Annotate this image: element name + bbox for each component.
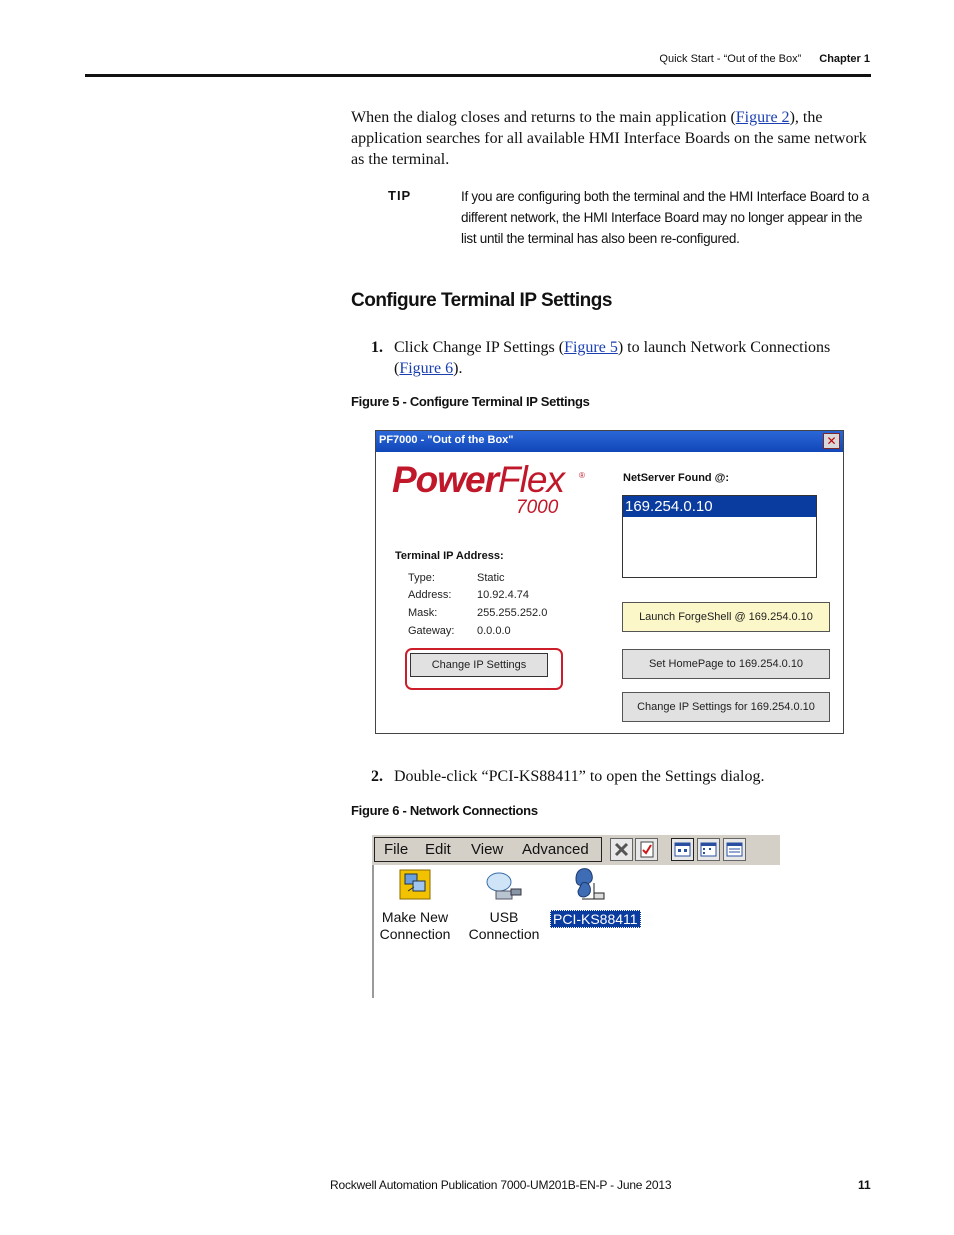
netserver-label: NetServer Found @: (623, 472, 730, 484)
registered-mark: ® (579, 471, 585, 480)
usb-line1: USB (489, 909, 519, 925)
logo-flex-text: Flex (498, 459, 564, 500)
netserver-list[interactable] (622, 495, 817, 578)
pci-ks88411-label[interactable]: PCI-KS88411 (550, 910, 641, 928)
mask-key: Mask: (408, 607, 438, 619)
menu-advanced[interactable]: Advanced (522, 841, 589, 858)
gateway-value: 0.0.0.0 (477, 625, 511, 637)
usb-connection-label[interactable] (464, 909, 544, 943)
menu-bar (374, 837, 602, 862)
intro-text-2: ), the application searches for all available HMI Interface Boards on the same network as the terminal. (351, 109, 867, 168)
address-value: 10.92.4.74 (477, 589, 529, 601)
make-new-connection-icon[interactable] (398, 867, 432, 901)
mask-value: 255.255.252.0 (477, 607, 548, 619)
step-1-text-a: Click Change IP Settings ( (394, 339, 565, 356)
header-rule (85, 74, 871, 77)
type-key: Type: (408, 572, 435, 584)
usb-line2: Connection (468, 926, 540, 942)
header-section: Quick Start - “Out of the Box” (659, 53, 802, 65)
dialog-title: PF7000 - "Out of the Box" (379, 434, 514, 446)
terminal-ip-heading: Terminal IP Address: (395, 550, 504, 562)
menu-view[interactable]: View (471, 841, 504, 858)
address-key: Address: (408, 589, 452, 601)
menu-file[interactable]: File (384, 841, 409, 858)
gateway-key: Gateway: (408, 625, 455, 637)
footer-publication: Rockwell Automation Publication 7000-UM201B-EN-P - June 2013 (330, 1178, 672, 1192)
page-number: 11 (858, 1178, 871, 1192)
type-value: Static (477, 572, 505, 584)
delete-icon[interactable] (610, 838, 633, 861)
usb-connection-icon[interactable] (484, 869, 524, 903)
step-1-text-c: ). (453, 360, 463, 377)
header-chapter: Chapter 1 (819, 53, 870, 65)
toolbar (372, 835, 780, 865)
section-title: Configure Terminal IP Settings (351, 290, 612, 311)
change-ip-settings-button[interactable]: Change IP Settings (410, 653, 548, 677)
intro-paragraph (351, 107, 871, 170)
details-view-icon[interactable] (723, 838, 746, 861)
logo-power-text: Power (392, 459, 499, 500)
network-connections-window (372, 835, 780, 998)
intro-text-1: When the dialog closes and returns to the main application ( (351, 109, 736, 126)
change-ip-for-server-button[interactable]: Change IP Settings for 169.254.0.10 (622, 692, 830, 722)
step-2-text: Double-click “PCI-KS88411” to open the Settings dialog. (394, 768, 765, 785)
netserver-list-item[interactable]: 169.254.0.10 (623, 496, 816, 517)
figure-5-caption: Figure 5 - Configure Terminal IP Settings (351, 394, 590, 409)
pci-ks88411-icon[interactable] (570, 865, 608, 903)
make-new-line2: Connection (379, 926, 451, 942)
step-1-number: 1. (371, 339, 383, 356)
launch-forgeshell-button[interactable]: Launch ForgeShell @ 169.254.0.10 (622, 602, 830, 632)
make-new-connection-label[interactable] (375, 909, 455, 943)
figure-2-link[interactable]: Figure 2 (735, 109, 790, 126)
close-icon[interactable]: ✕ (823, 433, 840, 449)
running-header (560, 53, 870, 65)
figure-5-link[interactable]: Figure 5 (564, 339, 618, 356)
step-1-text-b: ) to launch Network Connections ( (394, 339, 831, 377)
properties-icon[interactable] (635, 838, 658, 861)
dialog-title-bar (376, 431, 843, 452)
tip-text: If you are configuring both the terminal and the HMI Interface Board to a different network, the HMI Interface Board may no longer appear in the list until the terminal has also been re-configured. (461, 189, 870, 246)
tip-label: TIP (388, 188, 412, 203)
menu-edit[interactable]: Edit (425, 841, 451, 858)
logo-model: 7000 (516, 497, 559, 518)
pf7000-dialog (375, 430, 844, 734)
small-icons-view-icon[interactable] (697, 838, 720, 861)
set-homepage-button[interactable]: Set HomePage to 169.254.0.10 (622, 649, 830, 679)
make-new-line1: Make New (381, 909, 449, 925)
powerflex-logo (392, 459, 564, 501)
figure-6-caption: Figure 6 - Network Connections (351, 803, 538, 818)
figure-6-link[interactable]: Figure 6 (399, 360, 454, 377)
step-1-text (394, 337, 864, 379)
step-2-number: 2. (371, 768, 383, 785)
large-icons-view-icon[interactable] (671, 838, 694, 861)
left-border (372, 865, 374, 998)
